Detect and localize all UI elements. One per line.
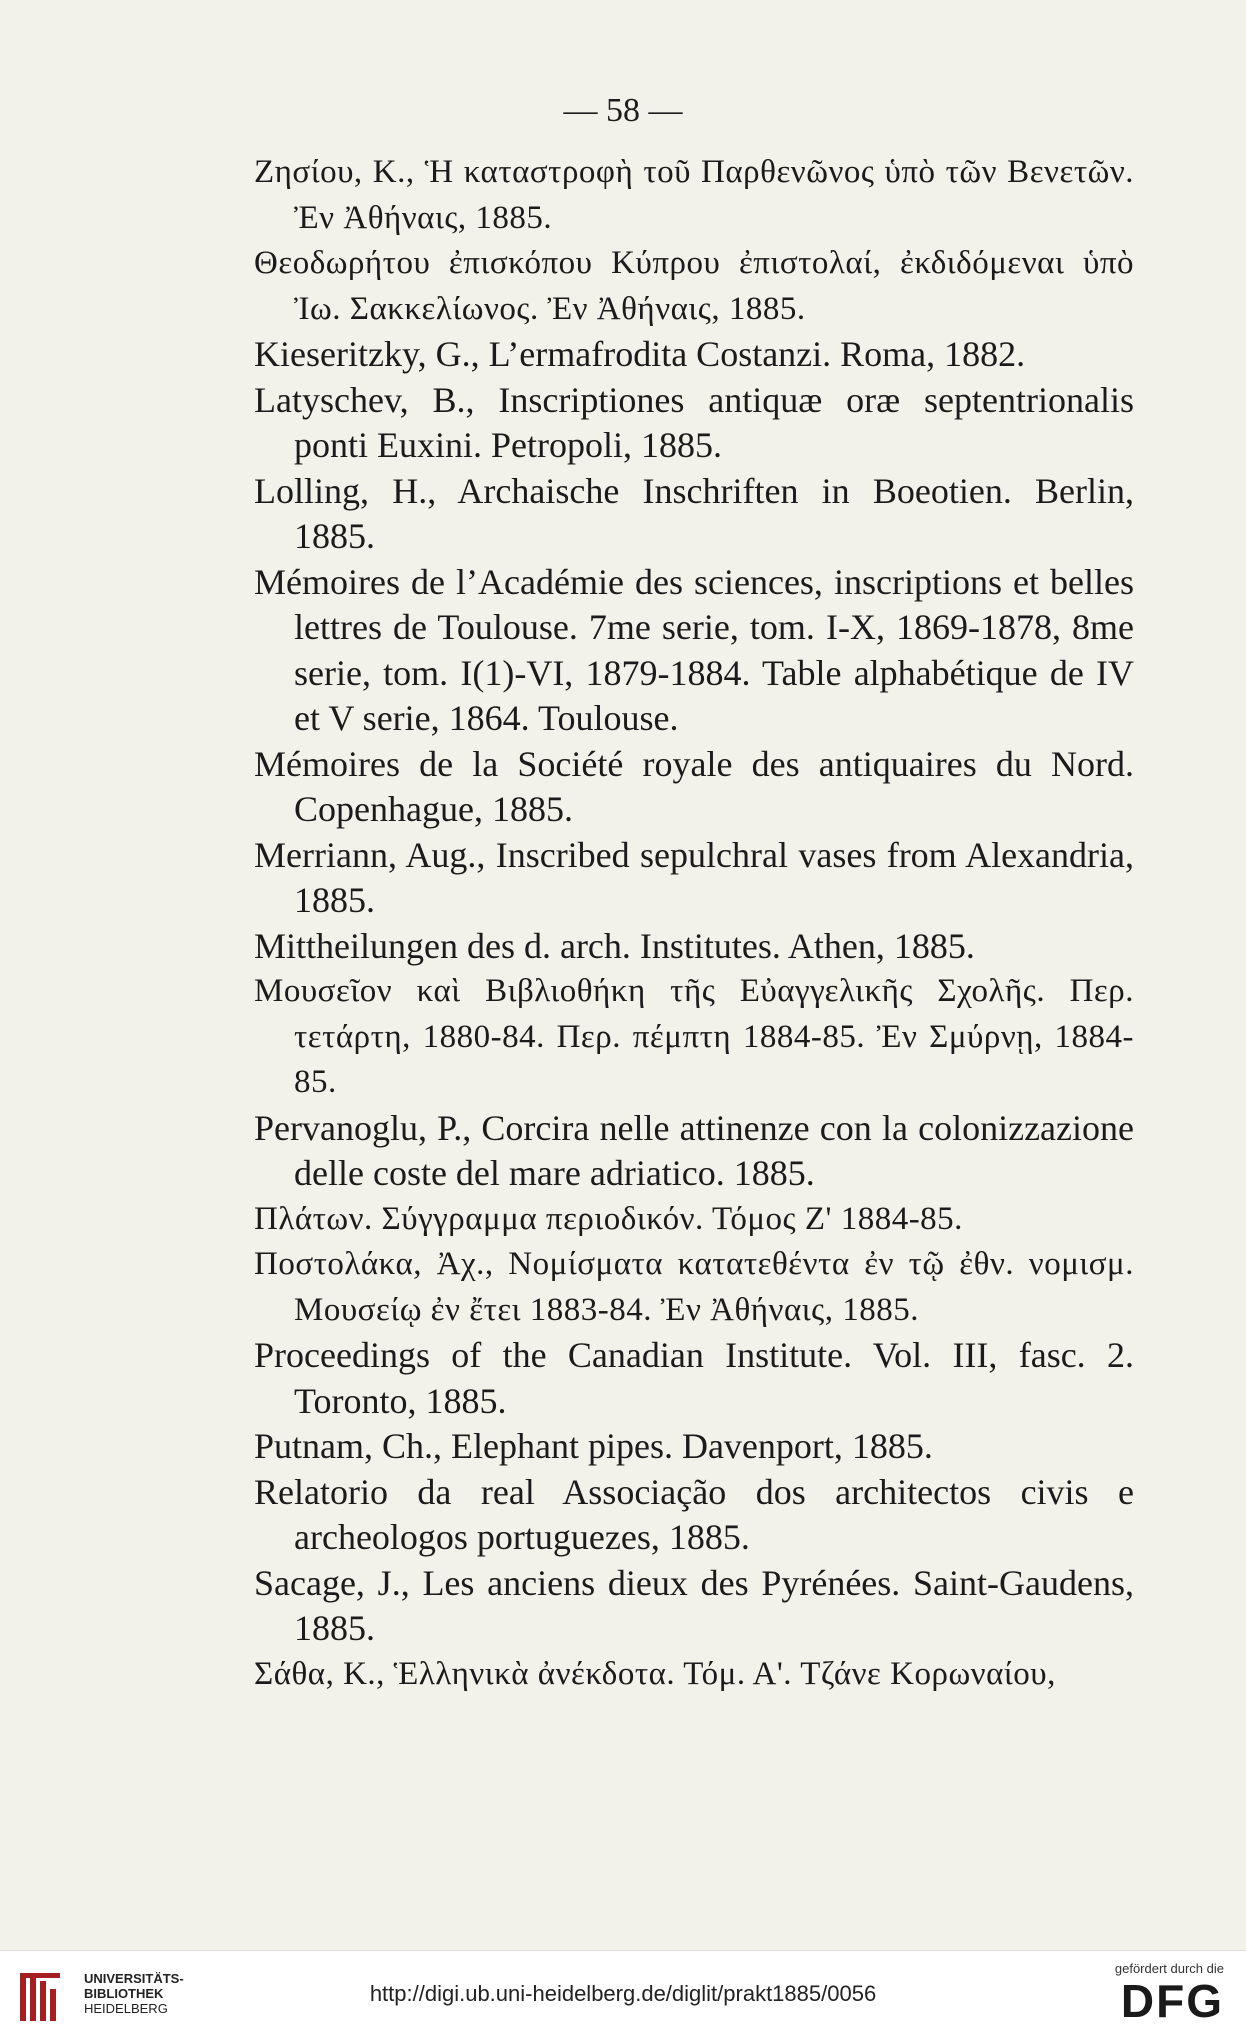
dfg-logo-icon: DFG — [1120, 1975, 1224, 2027]
bibliography-entry: Mémoires de la Société royale des antiquaires du Nord. Copenhague, 1885. — [254, 743, 1134, 829]
bibliography-entry: Merriann, Aug., Inscribed sepulchral vases from Alexandria, 1885. — [254, 834, 1134, 920]
bibliography-entry: Ζησίου, Κ., Ἡ καταστροφὴ τοῦ Παρθενῶνος ὑπὸ τῶν Βενετῶν. Ἐν Ἀθήναις, 1885. — [254, 154, 1134, 236]
bibliography-entry: Pervanoglu, P., Corcira nelle attinenze con la colonizzazione delle coste del mare adriatico. 1885. — [254, 1107, 1134, 1193]
library-name-line: UNIVERSITÄTS- — [84, 1971, 184, 1986]
bibliography-entry: Sacage, J., Les anciens dieux des Pyrénées. Saint-Gaudens, 1885. — [254, 1562, 1134, 1648]
bibliography-entry: Πλάτων. Σύγγραμμα περιοδικόν. Τόμος Ζ' 1884-85. — [254, 1200, 963, 1237]
bibliography-entry: Latyschev, B., Inscriptiones antiquæ oræ septentrionalis ponti Euxini. Petropoli, 1885. — [254, 379, 1134, 465]
bibliography-entry: Mémoires de l’Académie des sciences, inscriptions et belles lettres de Toulouse. 7me serie, tom. I-X, 1869-1878, 8me serie, tom. I(1)-VI, 1879-1884. Table alphabétique de IV et V serie, 1864. Toulouse. — [254, 561, 1134, 738]
page-number: — 58 — — [563, 92, 683, 129]
bibliography-entry: Μουσεῖον καὶ Βιβλιοθήκη τῆς Εὐαγγελικῆς Σχολῆς. Περ. τετάρτη, 1880-84. Περ. πέμπτη 1884-85. Ἐν Σμύρνῃ, 1884-85. — [254, 973, 1134, 1100]
bibliography-entry: Ποστολάκα, Ἀχ., Νομίσματα κατατεθέντα ἐν τῷ ἐθν. νομισμ. Μουσείῳ ἐν ἔτει 1883-84. Ἐν Ἀθήναις, 1885. — [254, 1246, 1134, 1328]
bibliography-list — [254, 150, 1134, 1697]
library-name-line: BIBLIOTHEK — [84, 1986, 164, 2001]
bibliography-entry: Relatorio da real Associação dos architectos civis e archeologos portuguezes, 1885. — [254, 1471, 1134, 1557]
footer-bar — [0, 1950, 1246, 2044]
bibliography-entry: Σάθα, Κ., Ἑλληνικὰ ἀνέκδοτα. Τόμ. Α'. Τζάνε Κορωναίου, — [254, 1655, 1056, 1692]
bibliography-entry: Proceedings of the Canadian Institute. Vol. III, fasc. 2. Toronto, 1885. — [254, 1335, 1134, 1421]
library-name-line: HEIDELBERG — [84, 2001, 168, 2016]
source-url-link[interactable]: http://digi.ub.uni-heidelberg.de/diglit/prakt1885/0056 — [369, 1981, 877, 2006]
bibliography-entry: Mittheilungen des d. arch. Institutes. Athen, 1885. — [254, 925, 975, 966]
bibliography-entry: Kieseritzky, G., L’ermafrodita Costanzi. Roma, 1882. — [254, 334, 1026, 374]
bibliography-entry: Lolling, H., Archaische Inschriften in Boeotien. Berlin, 1885. — [254, 470, 1134, 556]
funder-note: gefördert durch die — [1114, 1961, 1224, 1976]
bibliography-entry: Θεοδωρήτου ἐπισκόπου Κύπρου ἐπιστολαί, ἐκδιδόμεναι ὑπὸ Ἰω. Σακκελίωνος. Ἐν Ἀθήναις, 1885. — [254, 245, 1134, 327]
bibliography-entry: Putnam, Ch., Elephant pipes. Davenport, 1885. — [254, 1426, 933, 1466]
funder-logo[interactable] — [1044, 1961, 1224, 2036]
